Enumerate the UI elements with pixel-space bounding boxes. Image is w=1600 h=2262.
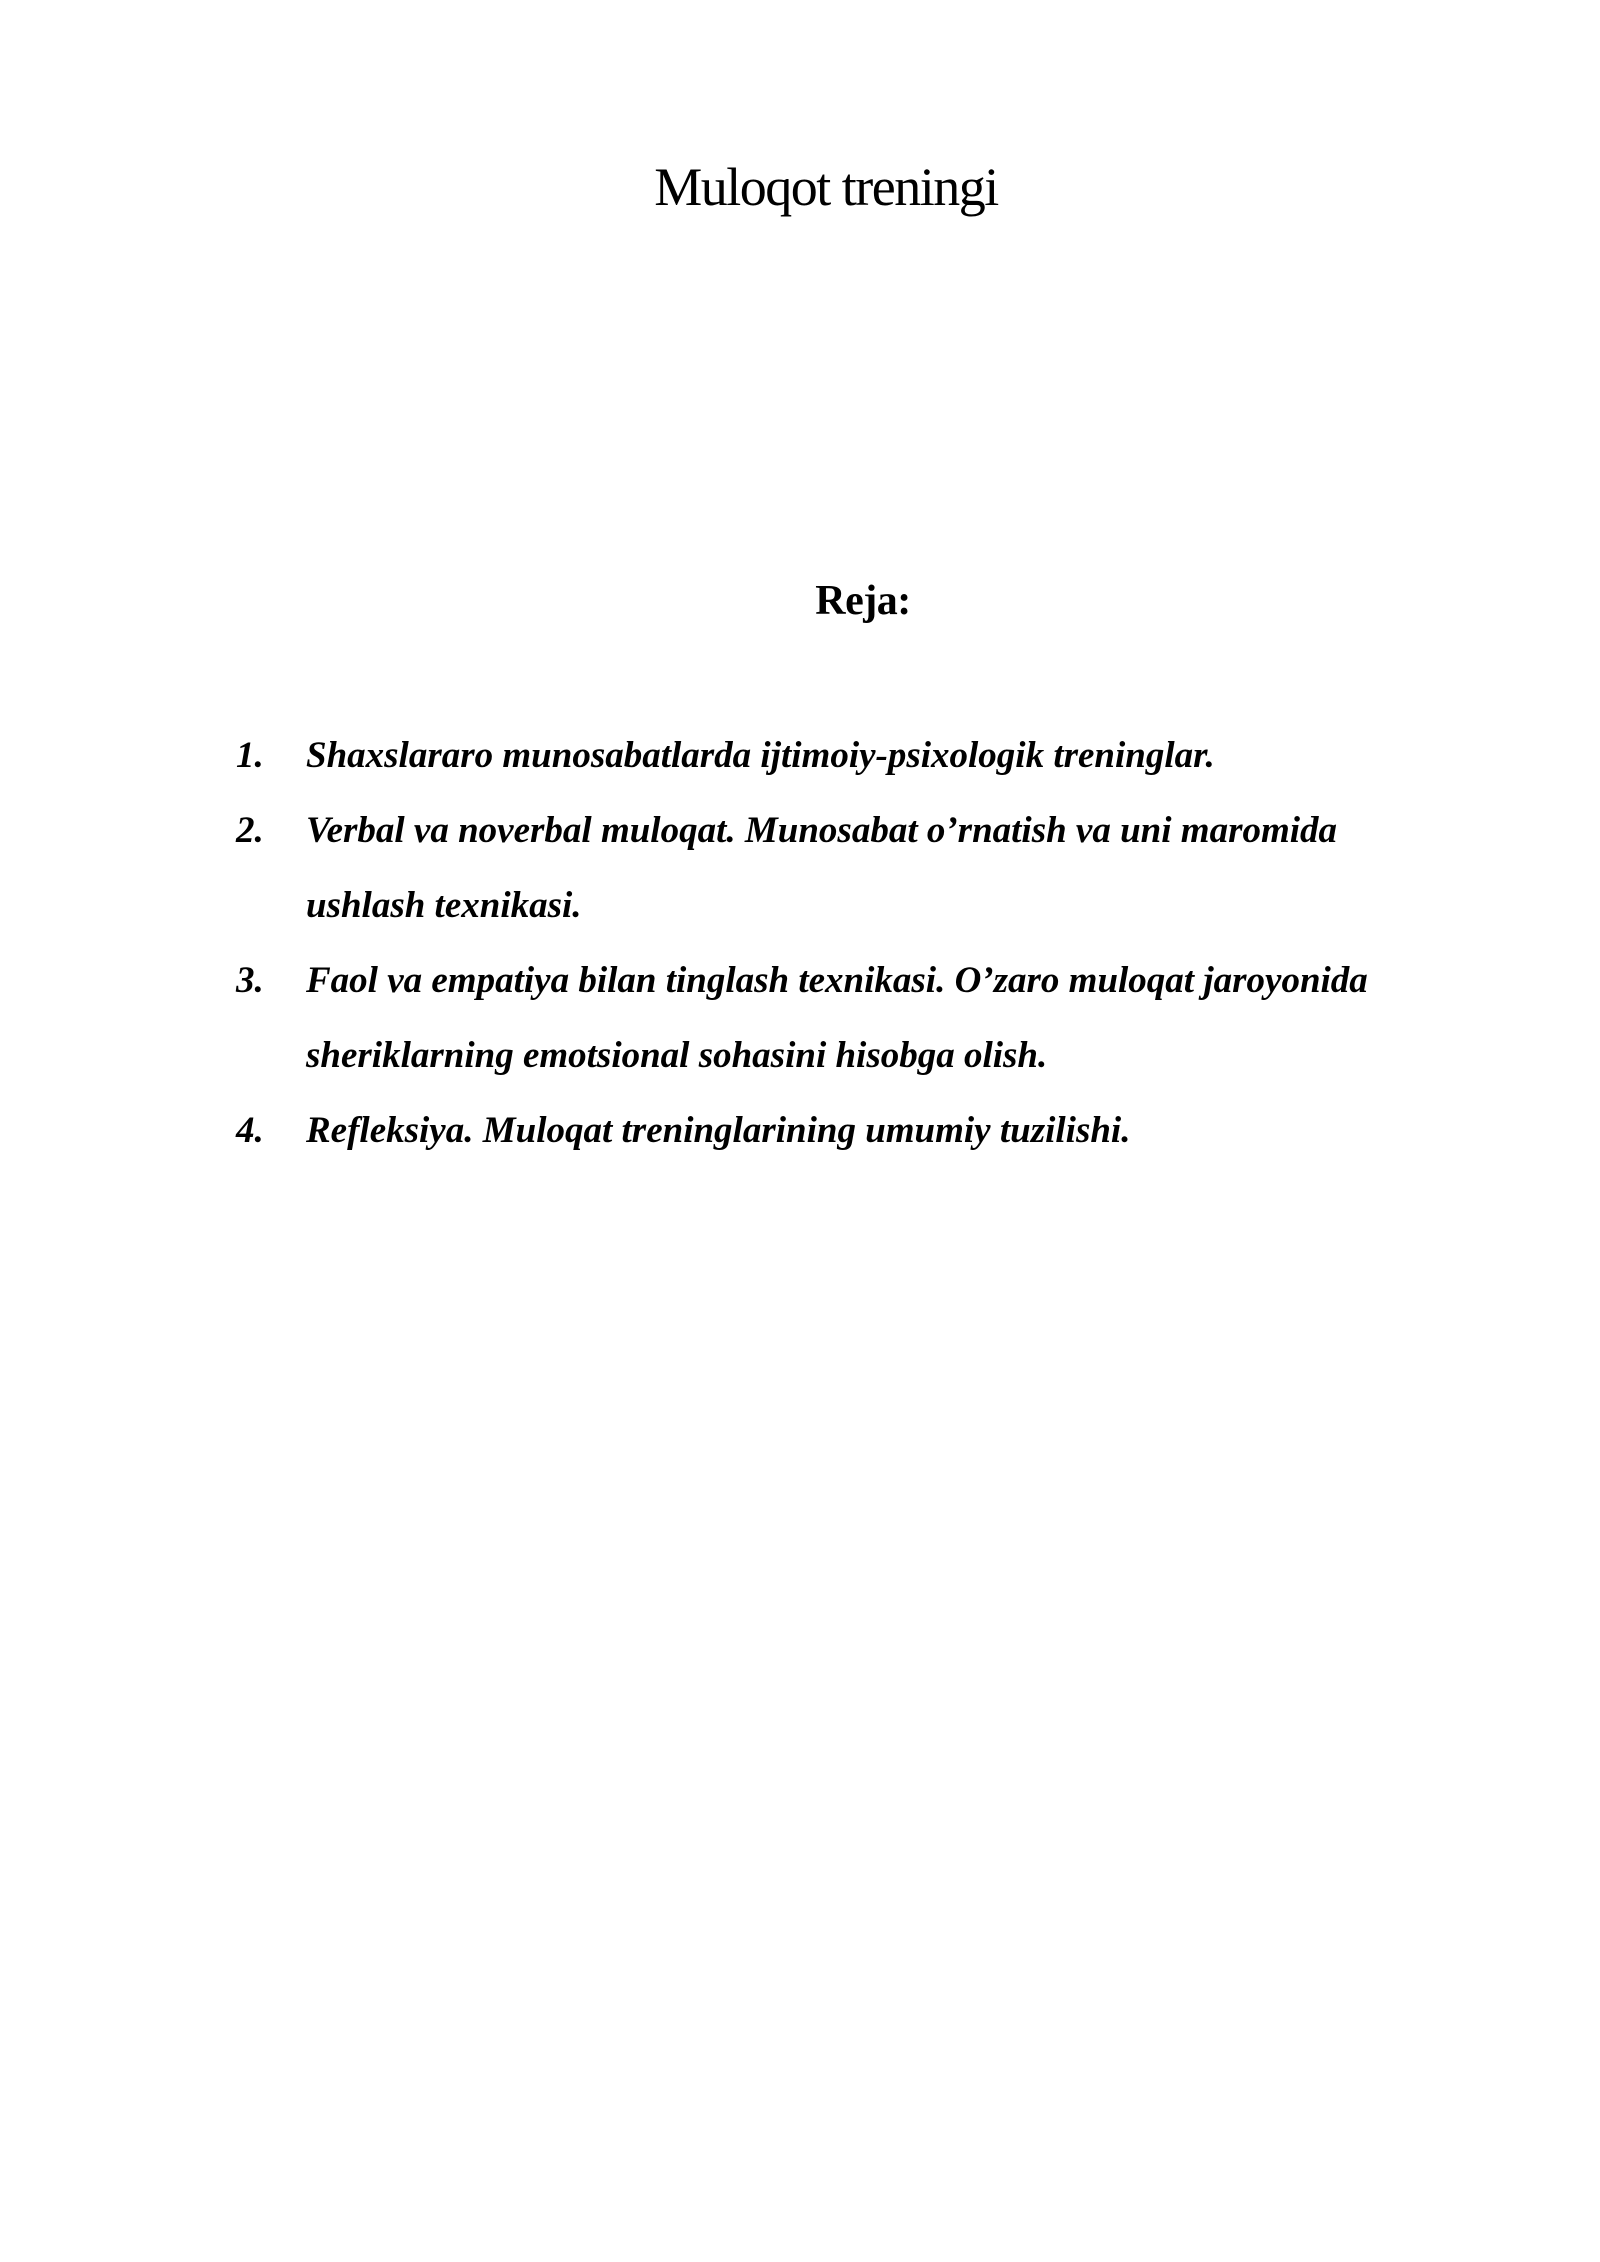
plan-item-number: 4. (236, 1110, 264, 1151)
plan-item-text: Verbal va noverbal muloqat. Munosabat o’rnatish va uni maromida ushlash texnikasi. (306, 810, 1338, 926)
plan-item-number: 3. (236, 960, 264, 1001)
plan-item-text: Refleksiya. Muloqat treninglarining umumiy tuzilishi. (306, 1110, 1131, 1151)
plan-list (236, 718, 1416, 1168)
plan-item-text: Shaxslararo munosabatlarda ijtimoiy-psixologik treninglar. (306, 735, 1215, 776)
plan-item-3 (236, 943, 1416, 1093)
plan-item-number: 2. (236, 810, 264, 851)
plan-item-2 (236, 793, 1416, 943)
plan-heading: Reja: (815, 578, 911, 624)
plan-item-4 (236, 1093, 1416, 1168)
page-title: Muloqot treningi (654, 157, 998, 217)
plan-item-number: 1. (236, 735, 264, 776)
plan-item-1 (236, 718, 1416, 793)
plan-item-text: Faol va empatiya bilan tinglash texnikasi. O’zaro muloqat jaroyonida sheriklarning emotsional sohasini hisobga olish. (306, 960, 1368, 1076)
